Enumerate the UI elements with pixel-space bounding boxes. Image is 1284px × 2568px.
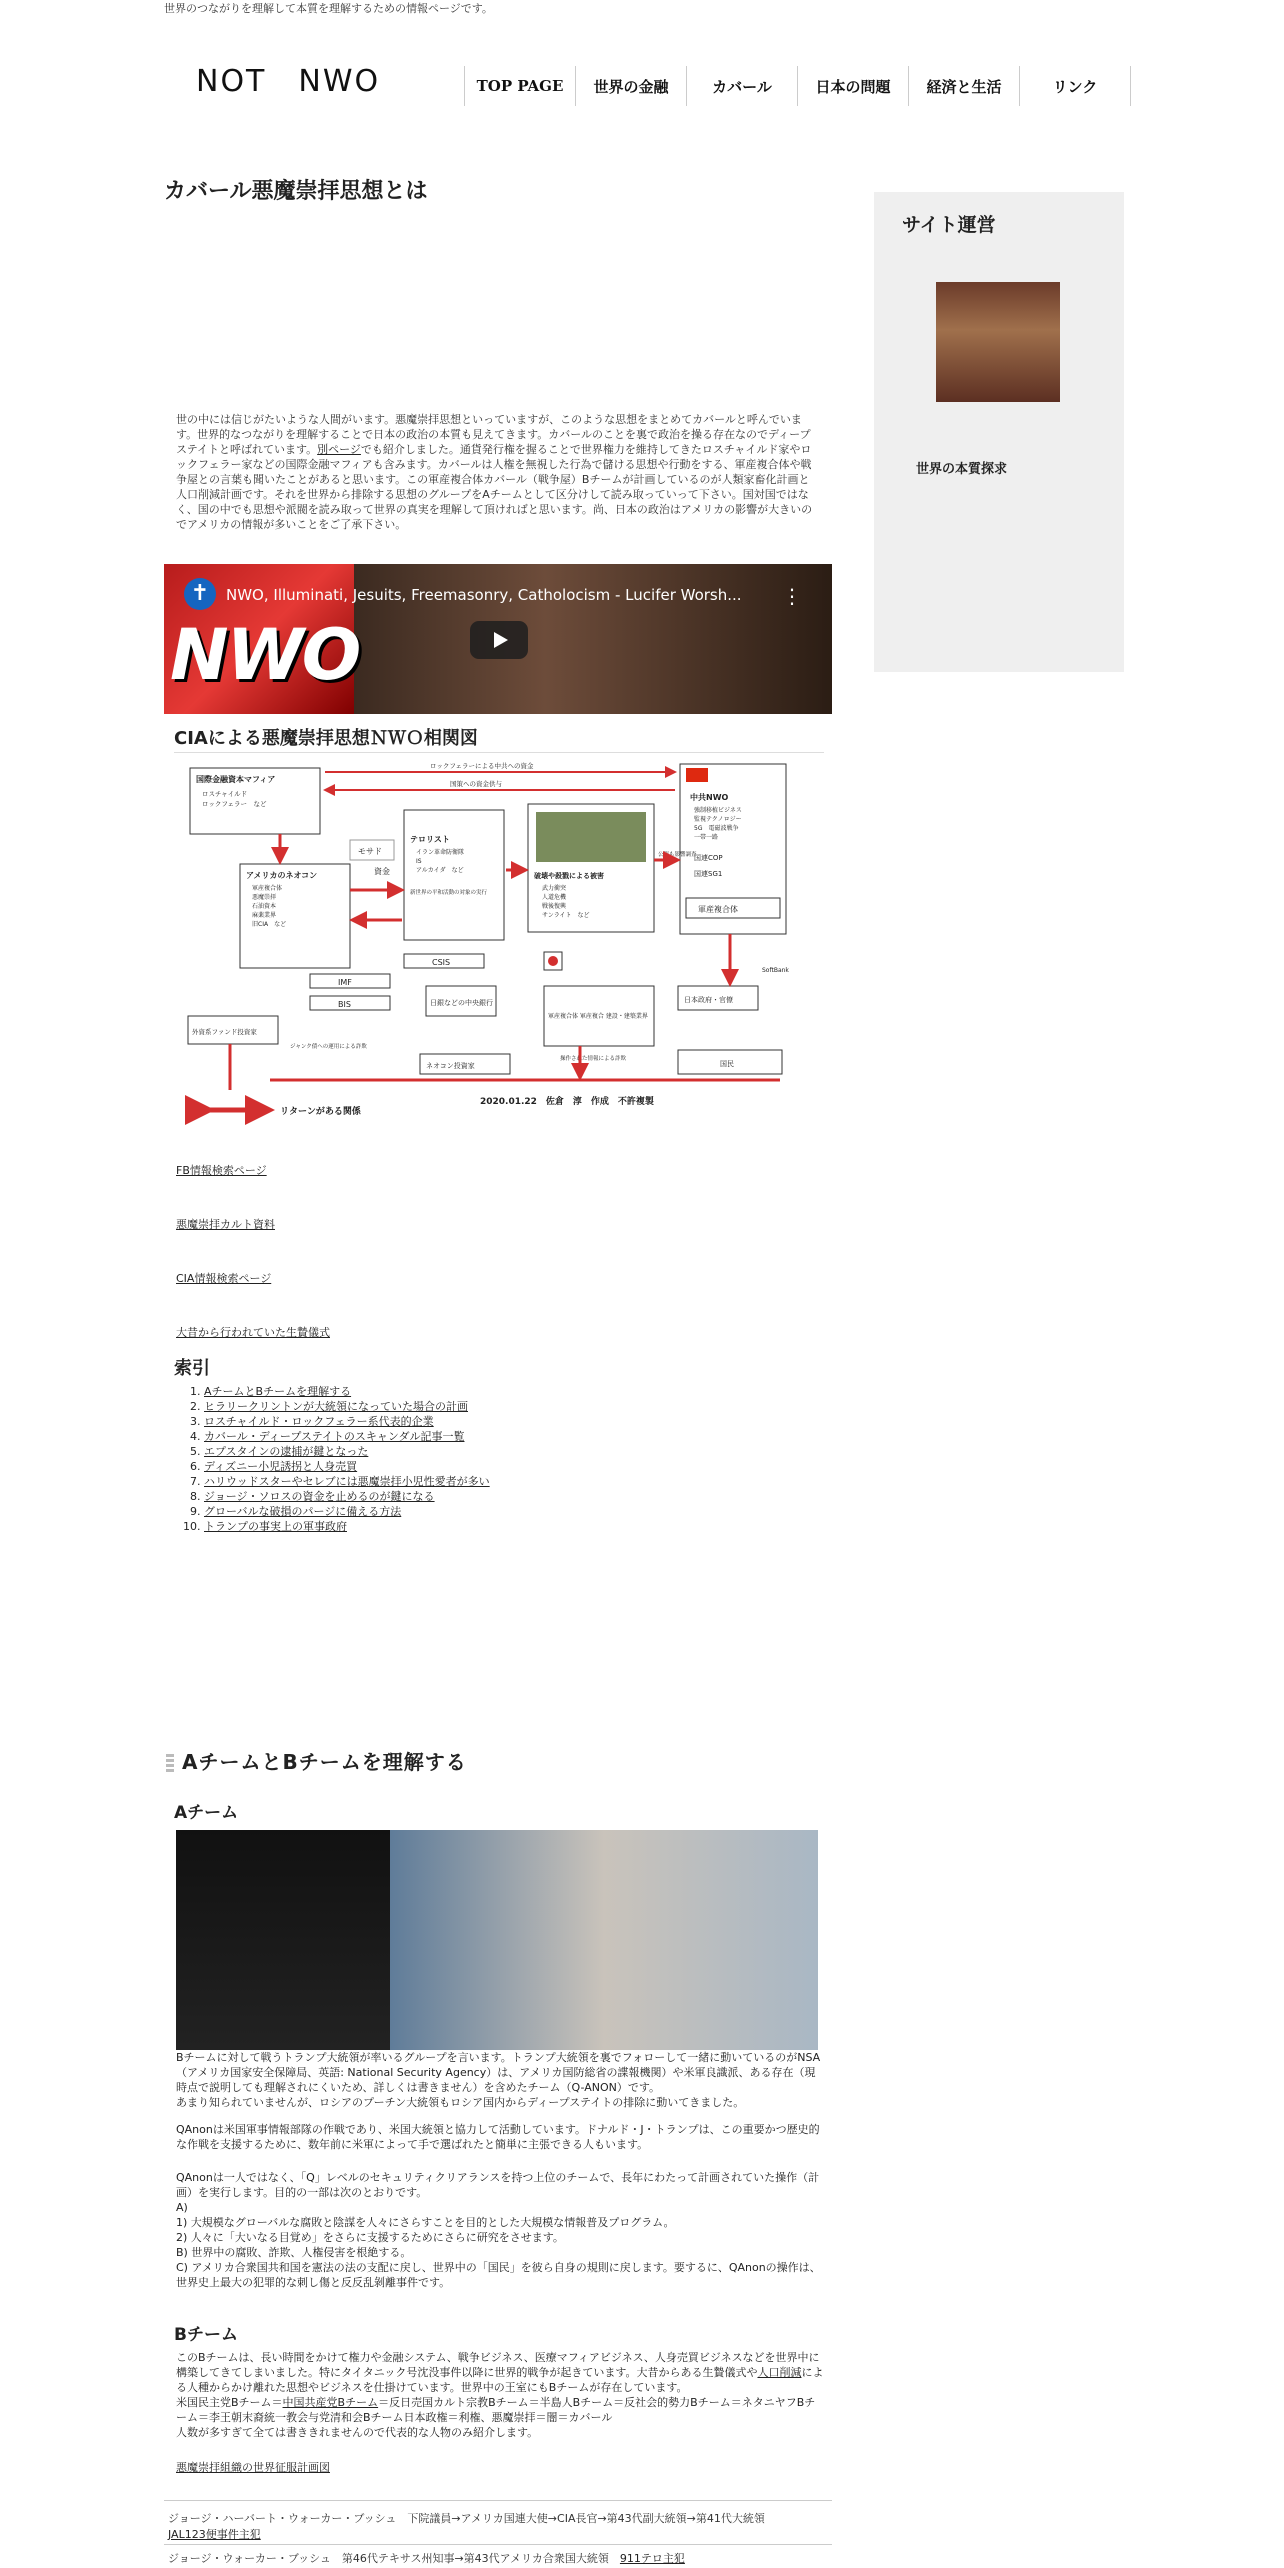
china-sub-3: 軍産複合体 (698, 905, 738, 914)
team-a-paragraph-1 (176, 2050, 824, 2110)
box-terror: テロリスト (410, 835, 450, 844)
team-a-list-2: 1) 大規模なグローバルな腐敗と陰謀を人々にさらすことを目的とした大規模な情報普及プログラム。 (176, 2216, 675, 2229)
team-a-heading: Aチーム (174, 1803, 239, 1823)
terror-item-3: アルカイダ など (416, 867, 464, 874)
mossad-label: モサド (358, 847, 382, 856)
toc-item (204, 1474, 490, 1489)
terror-item-2: IS (416, 858, 422, 865)
team-a-paragraph-3 (176, 2170, 824, 2290)
team-b-p2b: ＝反日売国カルト宗教Bチーム＝半島人Bチーム＝反社会的勢力Bチーム＝ネタニヤフBチーム＝李王朝末裔統一教会与党清和会Bチーム日本政権＝利権、悪魔崇拝＝闇＝カバール (176, 2396, 816, 2424)
toc-link-2[interactable]: ヒラリークリントンが大統領になっていた場合の計画 (204, 1400, 468, 1413)
toc-item (204, 1504, 490, 1519)
nav-top-page[interactable]: TOP PAGE (464, 66, 576, 106)
team-a-p2: QAnonは米国軍事情報部隊の作戦であり、米国大統領と協力して活動しています。ドナルド・J・トランプは、この重要かつ歴史的な作戦を支援するために、数年前に米軍によって手で選ばれたと簡単に主張できる人もいます。 (176, 2123, 820, 2151)
terror-item-1: イラン革命防衛隊 (416, 849, 465, 856)
toc-item (204, 1429, 490, 1444)
toc-item (204, 1414, 490, 1429)
video-embed[interactable] (164, 564, 832, 714)
csis-label: CSIS (432, 958, 451, 967)
bis-label: BIS (338, 1000, 351, 1009)
china-item-3: 5G 電磁波戦争 (694, 825, 739, 832)
toc-item (204, 1519, 490, 1534)
bush-jr-text: ジョージ・ウォーカー・ブッシュ 第46代テキサス州知事→第43代アメリカ合衆国大統領 (168, 2552, 609, 2565)
toc-link-1[interactable]: AチームとBチームを理解する (204, 1385, 352, 1398)
nav-japan-issues[interactable]: 日本の問題 (798, 66, 909, 106)
sidebar (874, 192, 1124, 672)
intro-link[interactable]: 別ページ (317, 443, 361, 456)
divider (164, 2544, 832, 2545)
nav-world-finance[interactable]: 世界の金融 (576, 66, 687, 106)
section-ab-title: AチームとBチームを理解する (182, 1750, 467, 1774)
toc-link-6[interactable]: ディズニー小児誘拐と人身売買 (204, 1460, 358, 1473)
mil-japan: 軍産複合体 軍産複合 建設・建築業界 (548, 1013, 648, 1020)
arrow-label-top2: 国策への資金供与 (450, 780, 502, 788)
link-cult-docs[interactable]: 悪魔崇拝カルト資料 (176, 1218, 275, 1231)
legend-label: リターンがある関係 (280, 1107, 361, 1117)
fund-investor: 外資系ファンド投資家 (192, 1028, 257, 1036)
arrow-label-top: ロックフェラーによる中共への資金 (430, 762, 534, 770)
video-nwo-logo: NWO (170, 614, 360, 696)
main-nav (464, 66, 1131, 106)
toc-link-8[interactable]: ジョージ・ソロスの資金を止めるのが鍵になる (204, 1490, 435, 1503)
china-sub-2: 国連SG1 (694, 870, 723, 878)
intro-paragraph (176, 412, 820, 532)
link-ccp-b-team[interactable]: 中国共産党Bチーム (282, 2396, 379, 2409)
index-heading: 索引 (174, 1358, 210, 1379)
toc-link-10[interactable]: トランプの事実上の軍事政府 (204, 1520, 347, 1533)
team-b-p2a: 米国民主党Bチーム＝ (176, 2396, 283, 2409)
bush-sr-text: ジョージ・ハーバート・ウォーカー・ブッシュ 下院議員→アメリカ国連大使→CIA長官→第43代副大統領→第41代大統領 (168, 2512, 765, 2525)
war-item-1: 武力衝突 (542, 885, 567, 892)
section-ab-heading (166, 1746, 467, 1775)
bottom-note2: 操作された情報による詐欺 (560, 1056, 627, 1062)
china-sub-1: 国連COP (694, 854, 723, 862)
team-a-list-1: A) (176, 2201, 188, 2214)
channel-avatar-icon[interactable]: ✝ (184, 578, 216, 610)
mafia-item-2: ロックフェラー など (202, 800, 267, 808)
team-b-heading: Bチーム (174, 2325, 238, 2345)
sidebar-image (936, 282, 1060, 402)
team-a-list-3: 2) 人々に「大いなる目覚め」をさらに支援するためにさらに研究をさせます。 (176, 2231, 564, 2244)
link-fb-search[interactable]: FB情報検索ページ (176, 1164, 267, 1177)
team-a-list-4: B) 世界中の腐敗、詐欺、人権侵害を根絶する。 (176, 2246, 412, 2259)
china-item-1: 強制移植ビジネス (694, 807, 742, 814)
nwo-relationship-diagram (180, 760, 820, 1140)
mafia-item-1: ロスチャイルド (202, 790, 248, 798)
neocon-item-4: 麻薬業界 (252, 912, 277, 919)
diagram-credit: 2020.01.22 佐倉 淳 作成 不許複製 (480, 1097, 654, 1107)
fund-label: 資金 (374, 867, 390, 876)
people-label: 国民 (720, 1060, 734, 1068)
team-a-photo (176, 1830, 818, 2050)
war-item-2: 人道危機 (542, 894, 567, 901)
intro-text-1: 世の中には信じがたいような人間がいます。悪魔崇拝思想といっていますが、このような思想をまとめてカバールと呼んでいます。世界的なつながりを理解することで日本の政治の本質も見えてきます。カバールのことを裏で政治を操る存在なのでディープステイトと呼ばれています。 (176, 413, 811, 456)
site-logo[interactable]: NOT NWO (196, 64, 381, 99)
softbank-label: SoftBank (762, 967, 789, 974)
boj-label: 日銀などの中央銀行 (430, 999, 493, 1007)
toc-link-4[interactable]: カバール・ディープステイトのスキャンダル記事一覧 (204, 1430, 465, 1443)
war-item-3: 戦後復興 (542, 903, 567, 910)
diagram-heading: CIAによる悪魔崇拝思想ＮＷＯ相関図 (174, 724, 824, 753)
link-population-reduction[interactable]: 人口削減 (757, 2366, 802, 2379)
imf-label: IMF (338, 978, 352, 987)
team-a-p1: Bチームに対して戦うトランプ大統領が率いるグループを言います。トランプ大統領を裏でフォローして一緒に動いているのがNSA（アメリカ国家安全保障局、英語: National Security Agency）は、アメリカ国防総省の諜報機関）や米軍良識派、ある存在（現時点で説明しても理解されにくいため、詳しくは書きません）を含めたチーム（Q-ANON）です。 (176, 2051, 821, 2094)
china-item-4: 一帯一路 (694, 834, 719, 841)
toc-item (204, 1459, 490, 1474)
team-a-p1b: あまり知られていませんが、ロシアのプーチン大統領もロシア国内からディープステイトの排除に動いてきました。 (176, 2096, 745, 2109)
page-title: カバール悪魔崇拝思想とは (164, 179, 428, 204)
drag-handle-icon[interactable] (166, 1754, 174, 1774)
toc-item (204, 1444, 490, 1459)
team-b-link-row (176, 2460, 824, 2475)
terror-note: 新世界の平和活動の対象の実行 (410, 890, 488, 896)
neocon-item-2: 悪魔崇拝 (252, 894, 277, 901)
nav-economy-life[interactable]: 経済と生活 (909, 66, 1020, 106)
box-mafia: 国際金融資本マフィア (196, 775, 276, 784)
team-b-p3: 人数が多すぎて全ては書ききれませんので代表的な人物のみ紹介します。 (176, 2426, 539, 2439)
play-button-icon[interactable] (470, 621, 528, 659)
bush-jr-row (168, 2550, 685, 2566)
team-a-list-5: C) アメリカ合衆国共和国を憲法の法の支配に戻し、世界中の「国民」を彼ら自身の規則に戻します。要するに、QAnonの操作は、世界史上最大の犯罪的な刺し傷と反反乱剝離事件です。 (176, 2261, 821, 2289)
side-note: 公報も影響調査 (658, 852, 697, 858)
team-b-paragraph (176, 2350, 824, 2440)
toc-link-9[interactable]: グローバルな破損のパージに備える方法 (204, 1505, 402, 1518)
nav-cabal[interactable]: カバール (687, 66, 798, 106)
toc-link-5[interactable]: エプスタインの逮捕が鍵となった (204, 1445, 369, 1458)
toc-item (204, 1489, 490, 1504)
bush-sr-row (168, 2510, 765, 2542)
bottom-note: ジャンク債への運用による詐欺 (290, 1044, 367, 1050)
link-cia-search[interactable]: CIA情報検索ページ (176, 1272, 272, 1285)
photo-left (176, 1830, 390, 2050)
link-jal123[interactable]: JAL123便事件主犯 (168, 2528, 261, 2541)
tagline: 世界のつながりを理解して本質を理解するための情報ページです。 (164, 2, 493, 15)
china-item-2: 監視テクノロジー (694, 816, 742, 823)
toc-link-3[interactable]: ロスチャイルド・ロックフェラー系代表的企業 (204, 1415, 434, 1428)
photo-right (390, 1830, 818, 2050)
war-item-4: サンライト など (542, 912, 590, 919)
jp-gov: 日本政府・官僚 (684, 996, 733, 1004)
sidebar-title: サイト運営 (902, 214, 996, 236)
nav-links[interactable]: リンク (1020, 66, 1131, 106)
neocon-item-3: 石油資本 (252, 903, 277, 910)
divider (164, 2500, 832, 2501)
table-of-contents (164, 1384, 490, 1534)
team-b-p1: このBチームは、長い時間をかけて権力や金融システム、戦争ビジネス、医療マフィアビジネス、人身売買ビジネスなどを世界中に構築してきてしまいました。特にタイタニック号沈没事件以降に世界的戦争が起きています。大昔からある生贄儀式や (176, 2351, 820, 2379)
box-war: 破壊や殺戮による被害 (534, 872, 604, 880)
link-911[interactable]: 911テロ主犯 (619, 2552, 685, 2565)
box-china: 中共NWO (690, 793, 729, 802)
toc-item (204, 1384, 490, 1399)
team-b-p1b: による人種からかけ離れた思想やビジネスを仕掛けています。世界中の王室にもBチームが存在しています。 (176, 2366, 824, 2394)
intro-text-2: でも紹介しました。通貨発行権を握ることで世界権力を維持してきたロスチャイルド家やロックフェラー家などの国際金融マフィアも含みます。カバールは人権を無視した行為で儲ける思想や行動をする、軍産複合体や戦争屋との言葉も聞いたことがあると思います。この軍産複合体カバール（戦争屋）Bチームが計画しているのが人類家畜化計画と人口削減計画です。それを世界から排除する思想のグループをAチームとして区分けして読み取っていって下さい。国対国ではなく、国の中でも思想や派閥を読み取って世界の真実を理解して頂ければと思います。尚、日本の政治はアメリカの影響が大きいのでアメリカの情報が多いことをご了承下さい。 (176, 443, 813, 531)
box-neocon: アメリカのネオコン (246, 871, 318, 880)
link-world-domination-plan[interactable]: 悪魔崇拝組織の世界征服計画図 (176, 2461, 330, 2474)
neocon-item-5: 旧CIA など (252, 921, 287, 928)
toc-link-7[interactable]: ハリウッドスターやセレブには悪魔崇拝小児性愛者が多い (204, 1475, 490, 1488)
more-options-icon[interactable]: ⋮ (782, 584, 802, 608)
video-title[interactable]: NWO, Illuminati, Jesuits, Freemasonry, Catholocism - Lucifer Worsh... (226, 586, 742, 604)
neocon-investor: ネオコン投資家 (426, 1062, 475, 1070)
team-a-p3: QAnonは一人ではなく、「Q」レベルのセキュリティクリアランスを持つ上位のチームで、長年にわたって計画されていた操作（計画）を実行します。目的の一部は次のとおりです。 (176, 2171, 820, 2199)
resource-links (176, 1162, 330, 1378)
neocon-item-1: 軍産複合体 (252, 885, 283, 892)
toc-item (204, 1399, 490, 1414)
sidebar-caption: 世界の本質探求 (916, 462, 1008, 477)
link-sacrifice[interactable]: 大昔から行われていた生贄儀式 (176, 1326, 330, 1339)
